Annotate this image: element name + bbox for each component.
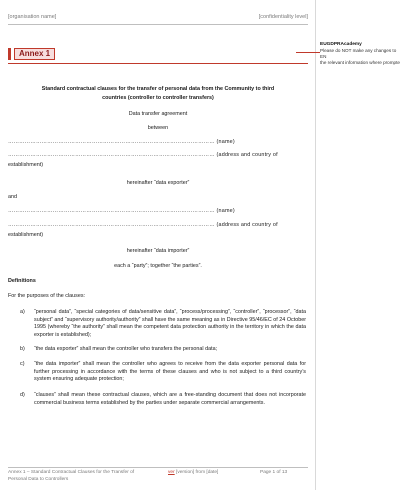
definition-d-text: “clauses” shall mean these contractual clauses, which are a free-standing document that does not incorporate commercial business terms established by the parties under separate commercial arrangements. xyxy=(34,392,306,406)
comment-balloon[interactable] xyxy=(320,42,400,66)
hereinafter-importer: hereinafter “data importer” xyxy=(126,248,190,254)
definition-b-text: “the data exporter” shall mean the controller who transfers the personal data; xyxy=(34,346,218,352)
importer-address-field[interactable]: ………………………………………………………………………………………………… (address and country of xyxy=(8,222,278,228)
comment-author: EUGDPRAcademy xyxy=(320,42,362,47)
comment-text-line-1: Please do NOT make any changes to EN xyxy=(320,48,397,59)
header-divider xyxy=(8,24,308,25)
definitions-heading: Definitions xyxy=(8,278,36,284)
footer-document-title xyxy=(8,470,148,483)
header-organisation-name: [organisation name] xyxy=(8,14,57,20)
definitions-intro: For the purposes of the clauses: xyxy=(8,293,86,299)
hereinafter-exporter: hereinafter “data exporter” xyxy=(126,180,190,186)
comment-connector-line xyxy=(296,52,320,53)
document-subtitle: Data transfer agreement xyxy=(128,111,188,117)
footer-version-text: [version] from [date] xyxy=(174,470,219,475)
annex-heading[interactable]: Annex 1 xyxy=(14,48,55,60)
definition-a-label: a) xyxy=(20,309,25,315)
document-title-line-1: Standard contractual clauses for the transfer of personal data from the Community to third xyxy=(41,86,275,92)
importer-name-field[interactable]: ………………………………………………………………………………………………… (name) xyxy=(8,208,235,214)
footer-title-line-1: Annex 1 – Standard Contractual Clauses for the Transfer of xyxy=(8,470,135,475)
definition-c-label: c) xyxy=(20,361,25,367)
and-text: and xyxy=(8,194,17,200)
exporter-address-field[interactable]: ………………………………………………………………………………………………… (address and country of xyxy=(8,152,278,158)
definition-d-label: d) xyxy=(20,392,25,398)
importer-establishment-text: establishment) xyxy=(8,232,44,238)
footer-version-ver: ver xyxy=(168,470,175,475)
exporter-name-field[interactable]: ………………………………………………………………………………………………… (name) xyxy=(8,139,235,145)
between-text: between xyxy=(147,125,169,131)
annex-divider xyxy=(8,63,308,64)
annex-change-marker xyxy=(8,48,11,60)
exporter-establishment-text: establishment) xyxy=(8,162,44,168)
definition-b-label: b) xyxy=(20,346,25,352)
footer-title-line-2: Personal Data to Controllers xyxy=(8,476,69,482)
each-party-text: each a “party”; together “the parties”. xyxy=(114,263,202,269)
comment-text-line-2: the relevant information where prompte xyxy=(320,60,400,65)
footer-divider xyxy=(8,467,308,468)
header-confidentiality-level: [confidentiality level] xyxy=(258,14,308,20)
footer-page-number: Page 1 of 13 xyxy=(260,470,288,475)
footer-version xyxy=(168,470,218,477)
document-title-line-2: countries (controller to controller transfers) xyxy=(102,95,214,101)
definition-a-text: “personal data”, “special categories of data/sensitive data”, “process/processing”, “controller”, “processor”, “data subject” and “supervisory authority/authority” shall have the same meaning as in Directive 95/46/EC of 24 October 1995 (whereby “the authority” shall mean the competent data protection authority in the territory in which the data exporter is established); xyxy=(34,309,306,338)
page-edge xyxy=(315,0,316,490)
definition-c-text: “the data importer” shall mean the controller who agrees to receive from the data exporter personal data for further processing in accordance with the terms of these clauses and who is not subject to a third country’s system ensuring adequate protection; xyxy=(34,361,306,383)
